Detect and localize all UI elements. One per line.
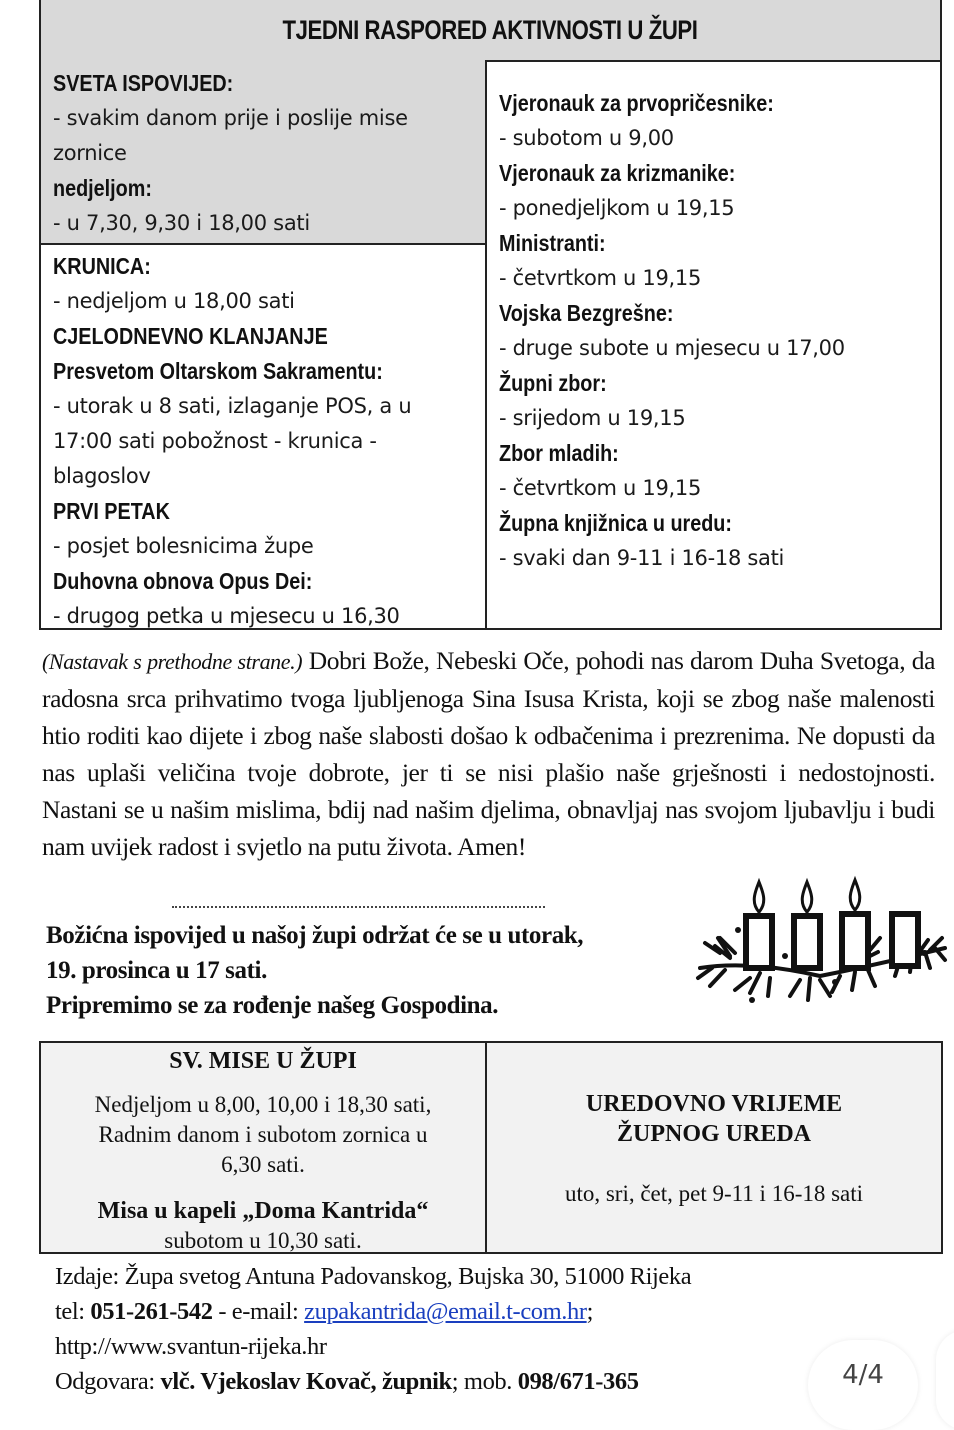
activity-schedule-table bbox=[39, 0, 942, 630]
chapel-mass-title: Misa u kapeli „Doma Kantrida“ bbox=[97, 1198, 429, 1224]
adoration-subheading: Presvetom Oltarskom Sakramentu: bbox=[53, 358, 383, 384]
rosary-heading: KRUNICA: bbox=[53, 253, 151, 279]
right-activity-text: - četvrtkom u 19,15 bbox=[499, 266, 702, 290]
right-activity-heading: Ministranti: bbox=[499, 230, 606, 256]
email-link[interactable]: zupakantrida@email.t-com.hr bbox=[304, 1298, 587, 1325]
schedule-title: TJEDNI RASPORED AKTIVNOSTI U ŽUPI bbox=[41, 0, 940, 62]
prayer-text: Dobri Bože, Nebeski Oče, pohodi nas darom Duha Svetoga, da radosna srca prihvatimo tvoga ljubljenoga Sina Isusa Krista, koji se zbog naše malenosti htio roditi kao dijete i zbog naše slabosti došao k odbačenima i prezrenima. Ne dopusti da nas uplaši veličina tvoje dobrote, jer ti se nisi plašio naše grješnosti i nedostojnosti. Nastani se u našim mislima, bdij nad našim djelima, obnavljaj nas svojom ljubavlju i budi nam uvijek radost i svjetlo na putu života. Amen! bbox=[42, 646, 935, 861]
confession-section bbox=[41, 60, 485, 245]
next-page-button[interactable] bbox=[936, 1330, 954, 1430]
opus-dei-heading: Duhovna obnova Opus Dei: bbox=[53, 568, 313, 594]
right-activity-text: - četvrtkom u 19,15 bbox=[499, 476, 702, 500]
right-activity-heading: Župna knjižnica u uredu: bbox=[499, 510, 732, 536]
dotted-divider bbox=[172, 906, 545, 908]
office-hours-box bbox=[485, 1041, 943, 1254]
prayer-paragraph bbox=[42, 642, 935, 865]
announcement-line: Božićna ispovijed u našoj župi održat će se u utorak, bbox=[46, 922, 584, 949]
prayer-intro: (Nastavak s prethodne strane.) bbox=[42, 649, 303, 674]
page-indicator: 4/4 bbox=[808, 1340, 918, 1430]
confession-heading: SVETA ISPOVIJED: bbox=[53, 70, 234, 96]
right-activity-text: - svaki dan 9-11 i 16-18 sati bbox=[499, 546, 785, 570]
right-activity-text: - srijedom u 19,15 bbox=[499, 406, 686, 430]
announcement-line: Pripremimo se za rođenje našeg Gospodina. bbox=[46, 992, 499, 1019]
adoration-line: blagoslov bbox=[53, 464, 151, 488]
confession-line: - svakim danom prije i poslije mise bbox=[53, 106, 408, 130]
responsible-person: vlč. Vjekoslav Kovač, župnik bbox=[160, 1368, 452, 1395]
advent-wreath-icon bbox=[690, 868, 954, 1008]
right-activity-heading: Vjeronauk za prvopričesnike: bbox=[499, 90, 774, 116]
right-activity-heading: Vjeronauk za krizmanike: bbox=[499, 160, 736, 186]
masses-line: Radnim danom i subotom zornica u bbox=[98, 1122, 428, 1147]
announcement-line: 19. prosinca u 17 sati. bbox=[46, 957, 267, 984]
christmas-confession-announcement bbox=[46, 918, 686, 1023]
right-activity-text: - subotom u 9,00 bbox=[499, 126, 674, 150]
masses-title: SV. MISE U ŽUPI bbox=[169, 1048, 357, 1074]
adoration-line: 17:00 sati pobožnost - krunica - bbox=[53, 429, 377, 453]
phone-number: 051-261-542 bbox=[90, 1298, 213, 1325]
office-title: UREDOVNO VRIJEME bbox=[585, 1091, 843, 1117]
contact-line: tel: 051-261-542 - e-mail: zupakantrida@email.t-com.hr; bbox=[55, 1298, 594, 1325]
masses-box bbox=[39, 1041, 487, 1254]
website-link[interactable]: http://www.svantun-rijeka.hr bbox=[55, 1333, 327, 1360]
publisher-line: Izdaje: Župa svetog Antuna Padovanskog, Bujska 30, 51000 Rijeka bbox=[55, 1263, 692, 1290]
right-activity-heading: Župni zbor: bbox=[499, 370, 607, 396]
right-activity-heading: Zbor mladih: bbox=[499, 440, 619, 466]
office-hours: uto, sri, čet, pet 9-11 i 16-18 sati bbox=[564, 1181, 864, 1206]
first-friday-heading: PRVI PETAK bbox=[53, 498, 170, 524]
opus-dei-text: - drugog petka u mjesecu u 16,30 bbox=[53, 604, 400, 628]
confession-line: zornice bbox=[53, 141, 127, 165]
adoration-heading: CJELODNEVNO KLANJANJE bbox=[53, 323, 328, 349]
chapel-mass-time: subotom u 10,30 sati. bbox=[164, 1228, 362, 1253]
right-activity-heading: Vojska Bezgrešne: bbox=[499, 300, 674, 326]
publisher-footer bbox=[55, 1259, 815, 1399]
responsible-line: Odgovara: vlč. Vjekoslav Kovač, župnik; mob. 098/671-365 bbox=[55, 1368, 639, 1395]
masses-line: 6,30 sati. bbox=[221, 1152, 305, 1177]
confession-sunday-times: - u 7,30, 9,30 i 18,00 sati bbox=[53, 211, 310, 235]
schedule-left-column bbox=[41, 60, 487, 628]
left-activities bbox=[41, 245, 485, 634]
masses-line: Nedjeljom u 8,00, 10,00 i 18,30 sati, bbox=[94, 1092, 432, 1117]
schedule-right-column bbox=[487, 60, 940, 628]
mobile-number: 098/671-365 bbox=[517, 1368, 639, 1395]
right-activity-text: - ponedjeljkom u 19,15 bbox=[499, 196, 735, 220]
right-activity-text: - druge subote u mjesecu u 17,00 bbox=[499, 336, 845, 360]
office-title: ŽUPNOG UREDA bbox=[616, 1121, 811, 1147]
sunday-subheading: nedjeljom: bbox=[53, 175, 152, 201]
first-friday-text: - posjet bolesnicima župe bbox=[53, 534, 314, 558]
rosary-text: - nedjeljom u 18,00 sati bbox=[53, 289, 295, 313]
adoration-line: - utorak u 8 sati, izlaganje POS, a u bbox=[53, 394, 412, 418]
